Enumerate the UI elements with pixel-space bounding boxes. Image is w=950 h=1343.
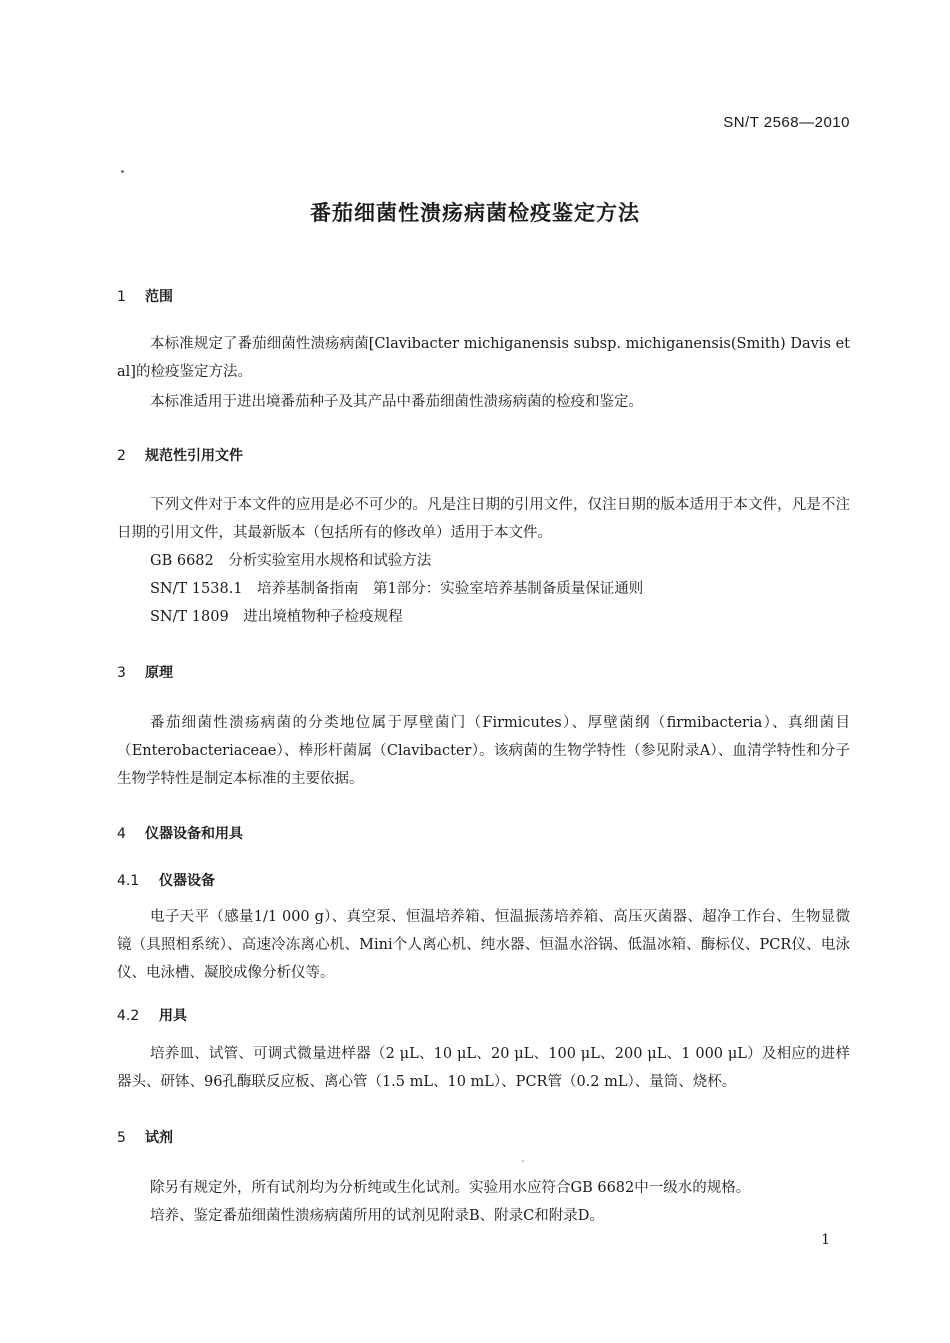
subsection-4-2-paragraph: 培养皿、试管、可调式微量进样器（2 μL、10 μL、20 μL、100 μL、200 μL、1 000 μL）及相应的进样器头、研钵、96孔酶联反应板、离心管（1.5 mL、10 mL）、PCR管（0.2 mL）、量筒、烧杯。 (117, 1046, 850, 1090)
subsection-4-1-paragraph: 电子天平（感量1/1 000 g）、真空泵、恒温培养箱、恒温振荡培养箱、高压灭菌器、超净工作台、生物显微镜（具照相系统）、高速冷冻离心机、Mini个人离心机、纯水器、恒温水浴锅、低温冰箱、酶标仪、PCR仪、电泳仪、电泳槽、凝胶成像分析仪等。 (117, 909, 850, 981)
section-2-paragraph-1: 下列文件对于本文件的应用是必不可少的。凡是注日期的引用文件，仅注日期的版本适用于本文件，凡是不注日期的引用文件，其最新版本（包括所有的修改单）适用于本文件。 (117, 497, 850, 541)
section-5-heading (117, 1127, 173, 1147)
page-number: 1 (821, 1232, 830, 1248)
section-title: 原理 (145, 665, 173, 681)
section-4-heading (117, 823, 243, 843)
section-5-paragraph-2: 培养、鉴定番茄细菌性溃疡病菌所用的试剂见附录B、附录C和附录D。 (150, 1208, 604, 1224)
subsection-4-2-heading (117, 1005, 187, 1025)
section-number: 5 (117, 1130, 126, 1146)
scan-speck (522, 1160, 524, 1162)
document-code: SN/T 2568—2010 (723, 114, 850, 131)
page-title: 番茄细菌性溃疡病菌检疫鉴定方法 (310, 201, 640, 225)
section-3-heading (117, 662, 173, 682)
section-title: 规范性引用文件 (145, 448, 243, 464)
section-title: 范围 (145, 289, 173, 305)
section-title: 仪器设备和用具 (145, 826, 243, 842)
section-3-paragraph-1: 番茄细菌性溃疡病菌的分类地位属于厚壁菌门（Firmicutes）、厚壁菌纲（firmibacteria）、真细菌目（Enterobacteriaceae）、棒形杆菌属（Clavibacter）。该病菌的生物学特性（参见附录A）、血清学特性和分子生物学特性是制定本标准的主要依据。 (117, 715, 850, 787)
subsection-title: 用具 (159, 1008, 187, 1024)
section-number: 1 (117, 289, 126, 305)
reference-item: SN/T 1538.1 培养基制备指南 第1部分：实验室培养基制备质量保证通则 (150, 581, 644, 597)
reference-item: GB 6682 分析实验室用水规格和试验方法 (150, 553, 432, 569)
section-1-paragraph-1: 本标准规定了番茄细菌性溃疡病菌[Clavibacter michiganensis subsp. michiganensis(Smith) Davis et al]的检疫鉴定方法。 (117, 336, 850, 380)
section-number: 2 (117, 448, 126, 464)
section-2-heading (117, 445, 243, 465)
subsection-title: 仪器设备 (159, 873, 215, 889)
section-5-paragraph-1: 除另有规定外，所有试剂均为分析纯或生化试剂。实验用水应符合GB 6682中一级水的规格。 (150, 1180, 751, 1196)
section-number: 3 (117, 665, 126, 681)
subsection-number: 4.1 (117, 873, 140, 889)
section-title: 试剂 (145, 1130, 173, 1146)
scan-speck (121, 170, 124, 173)
section-1-paragraph-2: 本标准适用于进出境番茄种子及其产品中番茄细菌性溃疡病菌的检疫和鉴定。 (150, 394, 643, 410)
subsection-4-1-heading (117, 870, 215, 890)
reference-item: SN/T 1809 进出境植物种子检疫规程 (150, 609, 403, 625)
subsection-number: 4.2 (117, 1008, 140, 1024)
section-number: 4 (117, 826, 126, 842)
section-1-heading (117, 286, 173, 306)
